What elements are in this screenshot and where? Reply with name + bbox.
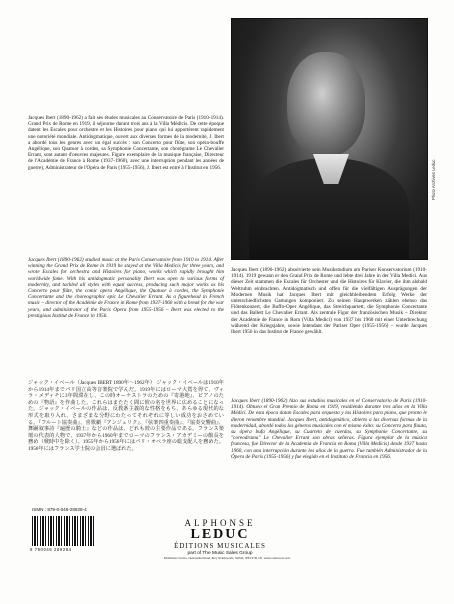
japanese-biography: ジャック・イベール（Jacques IBERT 1890年〜1962年） ジャック・イベールは1910年から1914年までパリ国立高等音楽院で学んだ。1919年にはローマ大賞を得て、ヴィラ・メディチに3年間滞在し、この時オーケストラのための『寄港地』、ピアノのための『物語』を作曲した。これらはまたたく間に彼の名を世界に広めることになった。ジャック・イベールの作品は、反教条主義的な性格をもち、あらゆる現代的な形式を取り入れ、さまざまな分野にわたってそれぞれに等しい成功をおさめている。『フルート協奏曲』、喜歌劇『アンジェリク』、『弦楽四重奏曲』、『協奏交響曲』、舞踊叙事詩『遍歴の騎士』などの作品は、どれも彼の主要作品である。フランス楽壇の代表的人物で、1937年から1960年までローマのフランス・アカデミーの館長を務め（戦時中を除く）、1955年から1956年にはパリ・オペラ座の総支配人を務めた。1956年にはフランス学士院の会員に選ばれた。 [28, 380, 224, 452]
isbn-text: ISMN : 979-0-046-28928-4 [32, 507, 87, 512]
publisher-group: part of The Music Sales Group [187, 551, 253, 556]
barcode [32, 516, 94, 546]
barcode-number: 9 790046 289284 [30, 547, 72, 552]
composer-portrait [231, 18, 428, 260]
spanish-biography: Jacques Ibert (1890-1962) hizo sus estudios musicales en el Conservatorio de París (1910-1914). Obtuvo el Gran Premio de Roma en 1919, residiendo durante tres años en la Villa Médici. De esta época datan Escales para orquesta y las Histoires para piano, que pronto le dieron renombre mundial. Jacques Ibert, antidogmático, abierto a las diversas formas de la modernidad, abordó todos los géneros musicales con el mismo éxito: su Concerto para flauta, su ópera bufa Angélique, su Cuarteto de cuerdas, su Symphonie Concertante, su "coreodrama" Le Chevalier Errant son obras señeras. Figura ejemplar de la música francesa, fue Director de la Academia de Francia en Roma (Villa Medicis) desde 1937 hasta 1960, con una interrupción durante los años de la guerra. Fue también Administrador de la Ópera de París (1955-1956) y fue elegido en el Instituto de Francia en 1956. [231, 398, 427, 460]
distribution-fineprint: Distribution Centre, Newmarket Road, Bury St Edmunds, Suffolk, IP33 3YB, UK. www.musicroom.com [163, 556, 291, 560]
publisher-subtitle: ÉDITIONS MUSICALES [174, 542, 266, 550]
english-biography: Jacques Ibert (1890-1962) studied music at the Paris Conservatoire from 1910 to 1914. After winning the Grand Prix de Rome in 1919 he stayed at the Villa Medicis for three years, and wrote Escales for orchestra and Histoires for piano, works which rapidly brought him worldwide fame. With his antidogmatic personality Ibert was open to various forms of modernity, and tackled all styles with equal success, producing such major works as his Concerto pour flûte, the comic opera Angélique, the Quatuor à cordes, the Symphonie Concertante and the choreographic epic Le Chevalier Errant. As a figurehead in French music – director of the Académie de France in Rome from 1937-1960 with a break for the war years, and administrator of the Paris Opera from 1955-1956 – Ibert was elected to the prestigious Institut de France in 1956. [28, 257, 224, 319]
german-biography: Jacques Ibert (1890-1962) absolvierte sein Musikstudium am Pariser Konservatorium (1910-1914). 1919 gewann er den Grand Prix de Rome und lebte drei Jahre in der Villa Medici. Aus dieser Zeit stammen die Escales für Orchester und die Histoires für Klavier, die ihm alsbald Weltruhm einbrachten. Antidogmatisch und offen für die vielfältigen Ausprägungen der Modernen Musik hat Jacques Ibert mit gleichbleibendem Erfolg Werke der unterschiedlichsten Gattungen komponiert. Zu seinen Hauptwerken zählen ebenso das Flötenkonzert, die Buffo-Oper Angélique, das Streichquartett, die Symphonie Concertante und das Ballett Le Chevalier Errant. Als zentrale Figur der französischen Musik – Direktor der Académie de France in Rom (Villa Medici) von 1937 bis 1960 mit einer Unterbrechung während der Kriegsjahre, sowie Intendant der Pariser Oper (1955-1956) – wurde Jacques Ibert 1956 in das Institut de France gewählt. [231, 267, 427, 336]
portrait-head [287, 52, 365, 156]
publisher-logo [155, 518, 285, 556]
photo-credit: Photo Archives Leduc [431, 159, 436, 200]
french-biography: Jacques Ibert (1890-1962) a fait ses études musicales au Conservatoire de Paris (1910-1914). Grand Prix de Rome en 1919, il séjourne durant trois ans à la Villa Médicis. De cette époque datent les Escales pour orchestre et les Histoires pour piano qui lui apportèrent rapidement une notoriété mondiale. Antidogmatique, ouvert aux diverses formes de la modernité, J. Ibert a abordé tous les genres avec un égal succès : son Concerto pour flûte, son opéra-bouffe Angélique, son Quatuor à cordes, sa Symphonie Concertante, son chorégrame Le Chevalier Errant, sont autant d'oeuvres majeures. Figure exemplaire de la musique française, Directeur de l'Académie de France à Rome (1937-1960), avec une interruption pendant les années de guerre), Administrateur de l'Opéra de Paris (1955-1956), J. Ibert est entré à l'Institut en 1956. [28, 115, 224, 171]
publisher-last-name: LEDUC [190, 527, 250, 542]
publisher-first-name: ALPHONSE [184, 518, 256, 528]
